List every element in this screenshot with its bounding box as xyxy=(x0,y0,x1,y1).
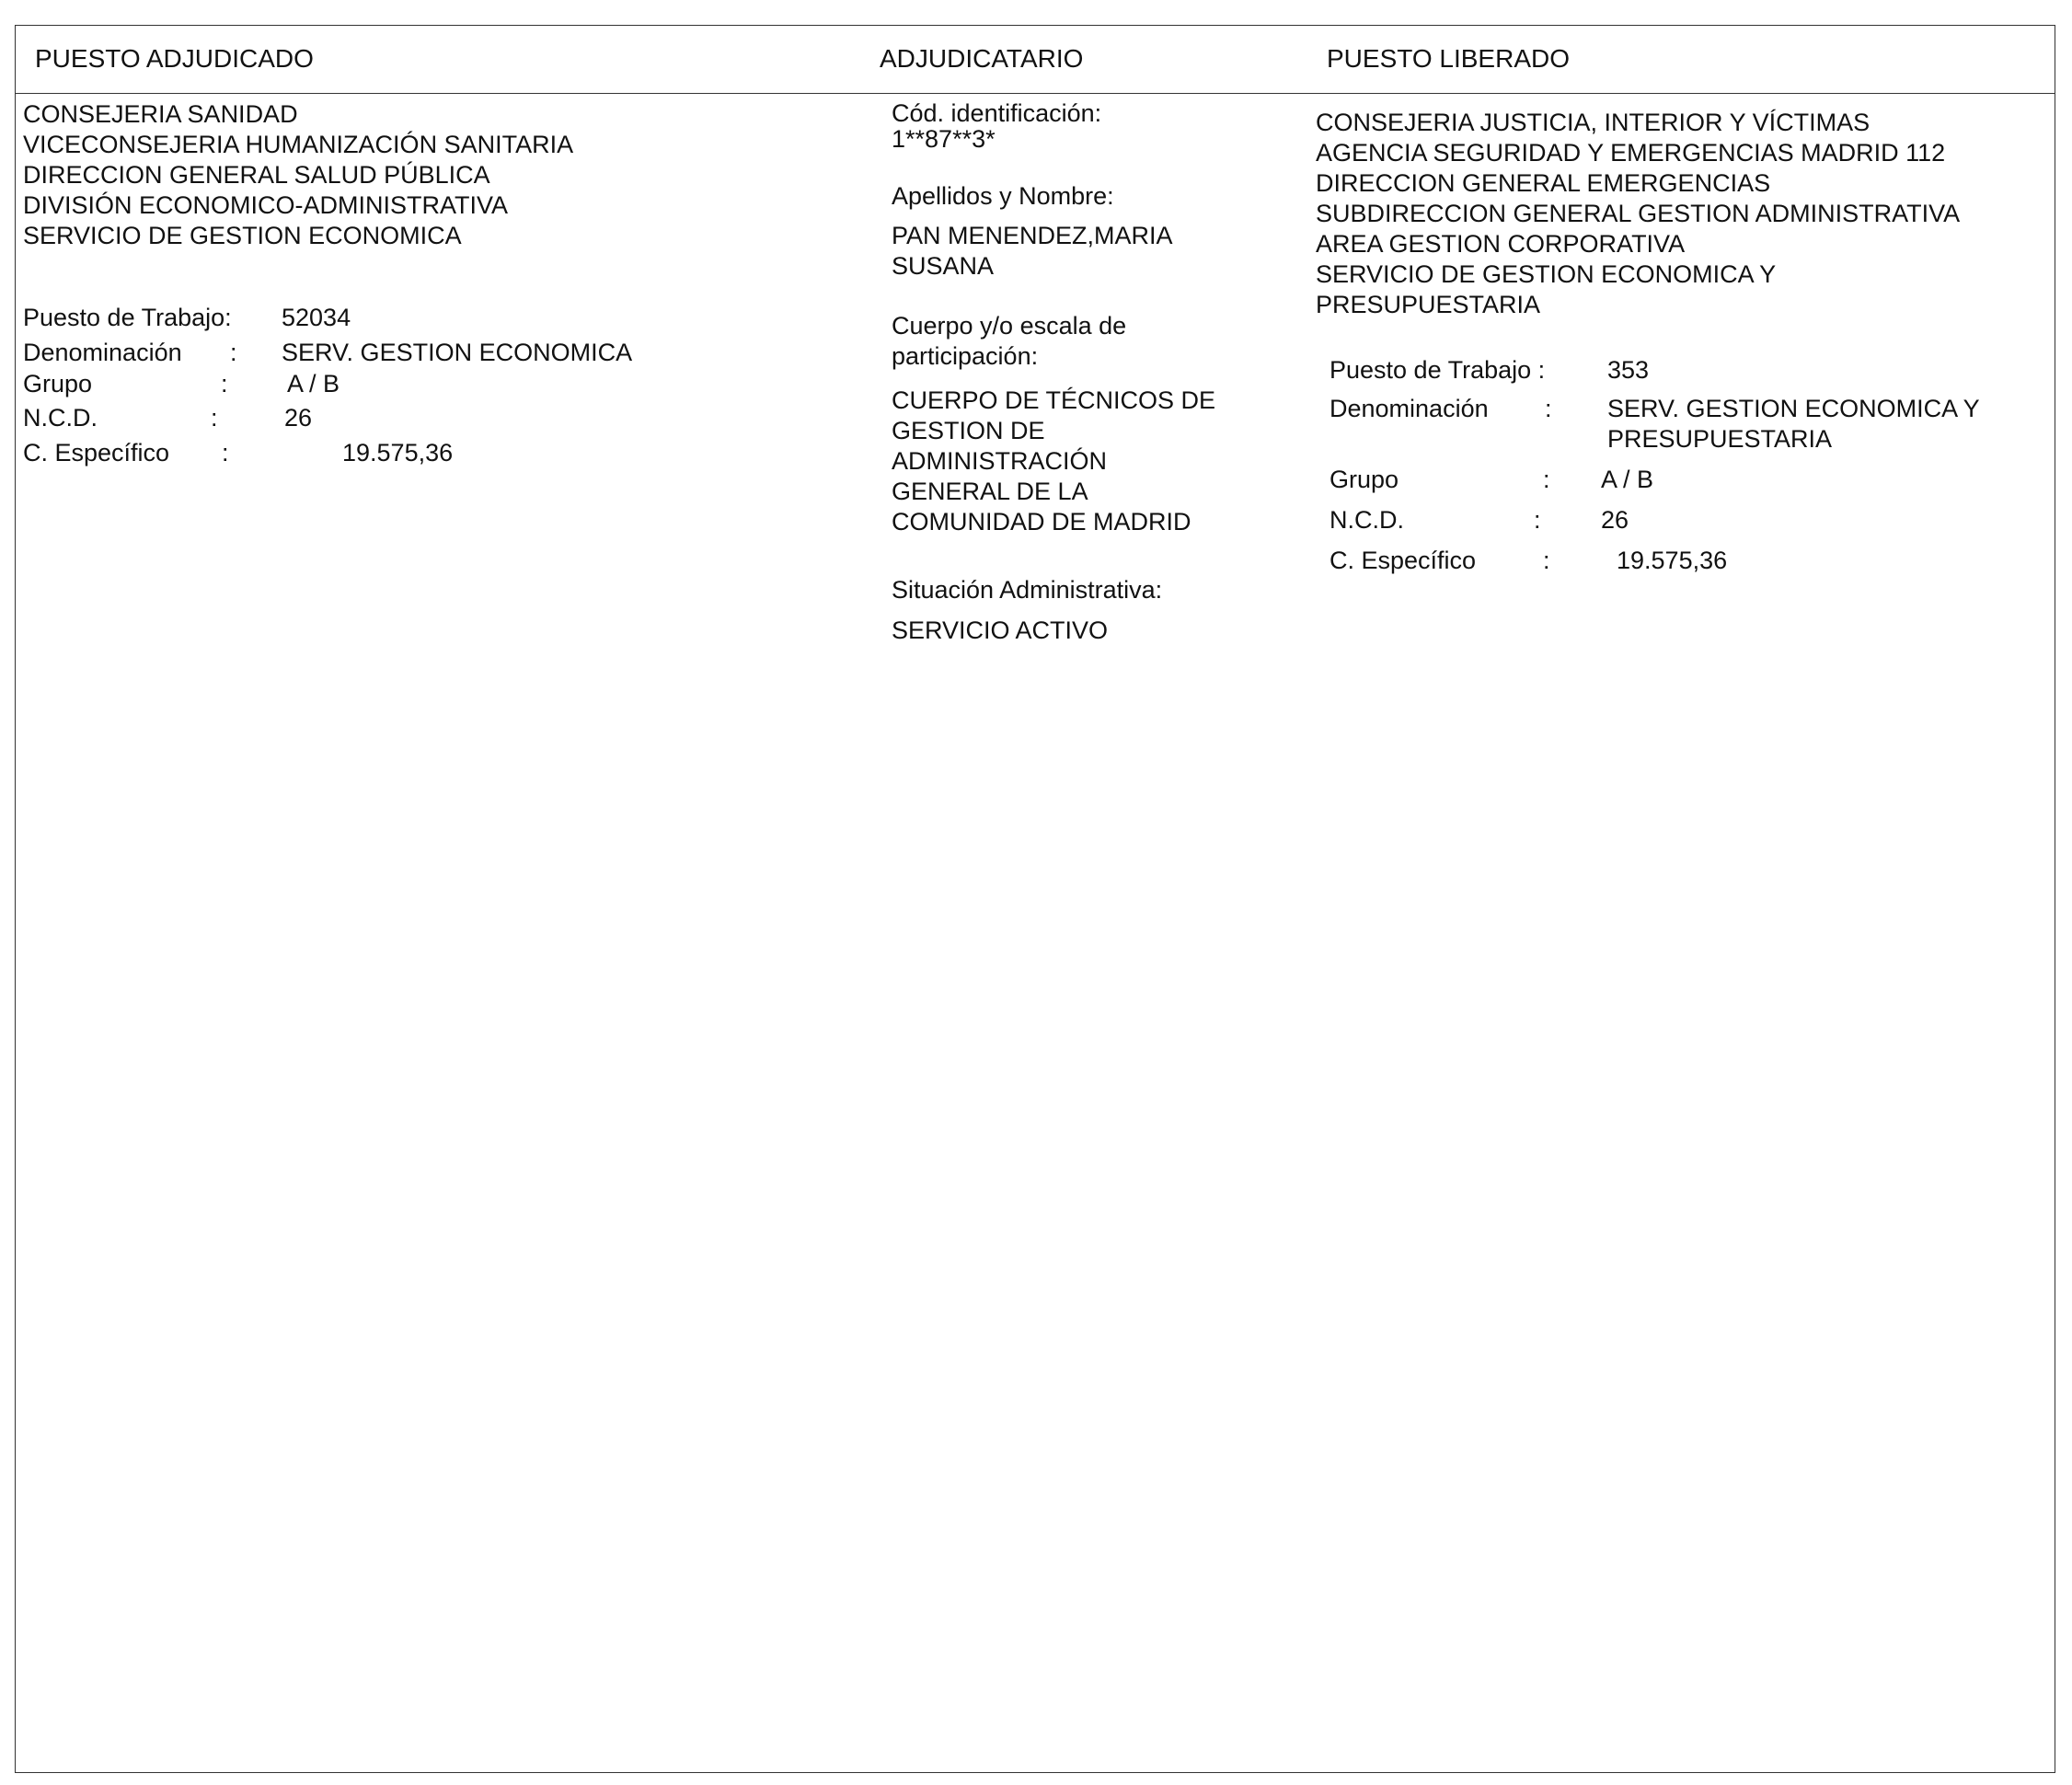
adjudicado-puesto-label: Puesto de Trabajo: xyxy=(23,304,232,331)
liberado-denominacion-colon: : xyxy=(1545,395,1552,422)
liberado-especifico-colon: : xyxy=(1543,547,1550,574)
org-line: DIVISIÓN ECONOMICO-ADMINISTRATIVA xyxy=(23,191,509,219)
org-line: DIRECCION GENERAL EMERGENCIAS xyxy=(1316,169,1771,197)
liberado-grupo-label: Grupo xyxy=(1330,466,1399,493)
cuerpo-label-line: Cuerpo y/o escala de xyxy=(892,312,1127,340)
cuerpo-line: CUERPO DE TÉCNICOS DE xyxy=(892,386,1216,414)
adjudicado-especifico-value: 19.575,36 xyxy=(342,439,454,466)
adjudicado-denominacion-label: Denominación xyxy=(23,339,182,366)
org-line: SUBDIRECCION GENERAL GESTION ADMINISTRATIVA xyxy=(1316,200,1961,227)
adjudicado-ncd-value: 26 xyxy=(284,404,313,432)
cuerpo-label xyxy=(892,311,1126,372)
nombre-label: Apellidos y Nombre: xyxy=(892,182,1114,210)
header-puesto-liberado: PUESTO LIBERADO xyxy=(1327,44,1571,73)
situacion-value: SERVICIO ACTIVO xyxy=(892,616,1109,644)
cuerpo-value xyxy=(892,386,1215,537)
cod-identificacion-label: Cód. identificación: xyxy=(892,99,1102,127)
liberado-especifico-value: 19.575,36 xyxy=(1617,547,1728,574)
cod-identificacion-value: 1**87**3* xyxy=(892,125,996,153)
liberado-denominacion-value xyxy=(1607,394,1980,455)
adjudicado-especifico-colon: : xyxy=(222,439,229,466)
adjudicado-especifico-label: C. Específico xyxy=(23,439,170,466)
nombre-value xyxy=(892,221,1173,282)
org-line: SERVICIO DE GESTION ECONOMICA Y xyxy=(1316,260,1777,288)
liberado-grupo-value: A / B xyxy=(1601,466,1654,493)
liberado-organization xyxy=(1316,108,1960,320)
liberado-grupo-colon: : xyxy=(1543,466,1550,493)
cuerpo-line: ADMINISTRACIÓN xyxy=(892,447,1108,475)
liberado-especifico-label: C. Específico xyxy=(1330,547,1477,574)
org-line: CONSEJERIA JUSTICIA, INTERIOR Y VÍCTIMAS xyxy=(1316,109,1871,136)
org-line: VICECONSEJERIA HUMANIZACIÓN SANITARIA xyxy=(23,131,574,158)
header-divider xyxy=(16,93,2055,94)
org-line: CONSEJERIA SANIDAD xyxy=(23,100,298,128)
adjudicado-grupo-value: A / B xyxy=(287,370,340,397)
nombre-line: PAN MENENDEZ,MARIA xyxy=(892,222,1173,249)
adjudicado-denominacion-colon: : xyxy=(230,339,237,366)
adjudicado-ncd-colon: : xyxy=(211,404,218,432)
nombre-line: SUSANA xyxy=(892,252,995,280)
org-line: SERVICIO DE GESTION ECONOMICA xyxy=(23,222,462,249)
liberado-ncd-value: 26 xyxy=(1601,506,1629,534)
liberado-puesto-label: Puesto de Trabajo : xyxy=(1330,356,1546,384)
cuerpo-line: GESTION DE xyxy=(892,417,1045,444)
liberado-ncd-label: N.C.D. xyxy=(1330,506,1404,534)
adjudicado-puesto-value: 52034 xyxy=(282,304,351,331)
cuerpo-label-line: participación: xyxy=(892,342,1039,370)
header-puesto-adjudicado: PUESTO ADJUDICADO xyxy=(35,44,314,73)
org-line: AGENCIA SEGURIDAD Y EMERGENCIAS MADRID 112 xyxy=(1316,139,1946,167)
situacion-label: Situación Administrativa: xyxy=(892,576,1163,604)
denominacion-line: PRESUPUESTARIA xyxy=(1607,425,1833,453)
adjudicado-grupo-colon: : xyxy=(221,370,228,397)
org-line: AREA GESTION CORPORATIVA xyxy=(1316,230,1686,258)
liberado-denominacion-label: Denominación xyxy=(1330,395,1489,422)
denominacion-line: SERV. GESTION ECONOMICA Y xyxy=(1607,395,1980,422)
header-adjudicatario: ADJUDICATARIO xyxy=(880,44,1084,73)
adjudicado-ncd-label: N.C.D. xyxy=(23,404,98,432)
adjudicado-denominacion-value: SERV. GESTION ECONOMICA xyxy=(282,339,633,366)
liberado-puesto-value: 353 xyxy=(1607,356,1650,384)
cuerpo-line: GENERAL DE LA xyxy=(892,478,1088,505)
org-line: PRESUPUESTARIA xyxy=(1316,291,1541,318)
liberado-ncd-colon: : xyxy=(1534,506,1541,534)
cuerpo-line: COMUNIDAD DE MADRID xyxy=(892,508,1191,536)
org-line: DIRECCION GENERAL SALUD PÚBLICA xyxy=(23,161,490,189)
adjudicado-grupo-label: Grupo xyxy=(23,370,93,397)
adjudicado-organization xyxy=(23,99,573,251)
